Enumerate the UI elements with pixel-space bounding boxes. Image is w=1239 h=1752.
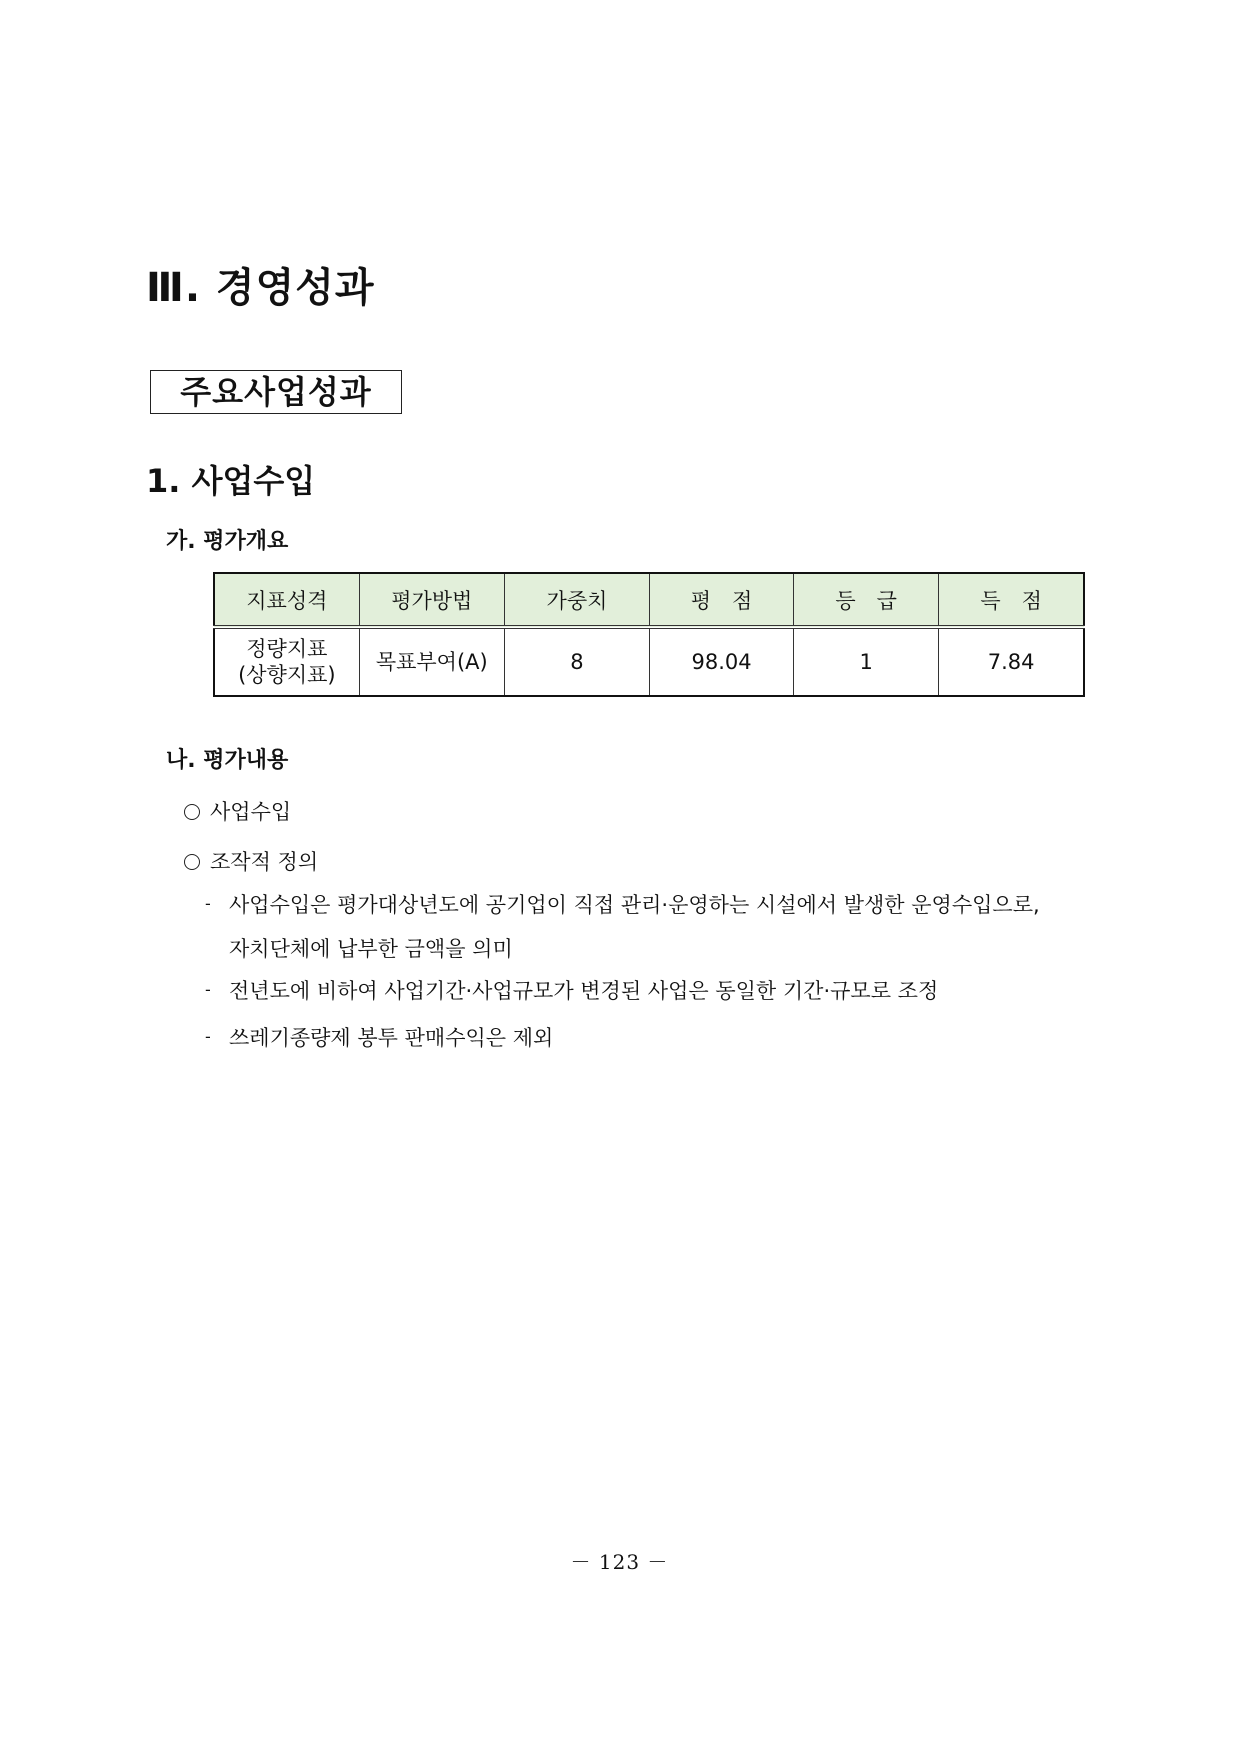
dash-list-item — [205, 975, 938, 1005]
circle-list-item — [184, 796, 291, 826]
page-number: － 123 － — [570, 1550, 669, 1574]
evaluation-table — [213, 572, 1085, 697]
points-cell: 7.84 — [939, 627, 1084, 696]
dash-list-item — [205, 889, 1040, 919]
table-header-row — [214, 573, 1084, 627]
subsection-title-overview: 가. 평가개요 — [166, 529, 289, 554]
table-header-cell: 지표성격 — [214, 573, 359, 627]
section-title: 1. 사업수입 — [146, 462, 316, 500]
table-row — [214, 627, 1084, 696]
circle-item-text: 사업수입 — [210, 800, 292, 824]
indicator-type: 정량지표 — [246, 637, 328, 661]
weight-cell: 8 — [504, 627, 649, 696]
dash-item-text: 쓰레기종량제 봉투 판매수익은 제외 — [229, 1026, 554, 1050]
indicator-direction: (상향지표) — [238, 663, 336, 687]
boxed-section-title: 주요사업성과 — [150, 370, 402, 414]
dash-bullet-icon: - — [205, 980, 211, 999]
method-cell: 목표부여(A) — [359, 627, 504, 696]
grade-cell: 1 — [794, 627, 939, 696]
table-header-cell: 득 점 — [939, 573, 1084, 627]
table-header-cell: 등 급 — [794, 573, 939, 627]
table-header-cell: 평가방법 — [359, 573, 504, 627]
circle-list-item — [184, 846, 318, 876]
circle-bullet-icon — [184, 804, 200, 820]
circle-bullet-icon — [184, 854, 200, 870]
dash-list-item — [205, 1022, 553, 1052]
indicator-cell — [214, 627, 359, 696]
dash-bullet-icon: - — [205, 1027, 211, 1046]
circle-item-text: 조작적 정의 — [210, 850, 319, 874]
table-header-cell: 평 점 — [650, 573, 794, 627]
table-header-cell: 가중치 — [504, 573, 649, 627]
dash-bullet-icon: - — [205, 894, 211, 913]
dash-item-text: 사업수입은 평가대상년도에 공기업이 직접 관리·운영하는 시설에서 발생한 운영수입으로, — [229, 893, 1040, 917]
dash-item-continuation: 자치단체에 납부한 금액을 의미 — [229, 937, 513, 961]
chapter-title: Ⅲ. 경영성과 — [146, 265, 375, 311]
score-cell: 98.04 — [650, 627, 794, 696]
dash-item-text: 전년도에 비하여 사업기간·사업규모가 변경된 사업은 동일한 기간·규모로 조정 — [229, 979, 939, 1003]
subsection-title-content: 나. 평가내용 — [166, 748, 289, 773]
